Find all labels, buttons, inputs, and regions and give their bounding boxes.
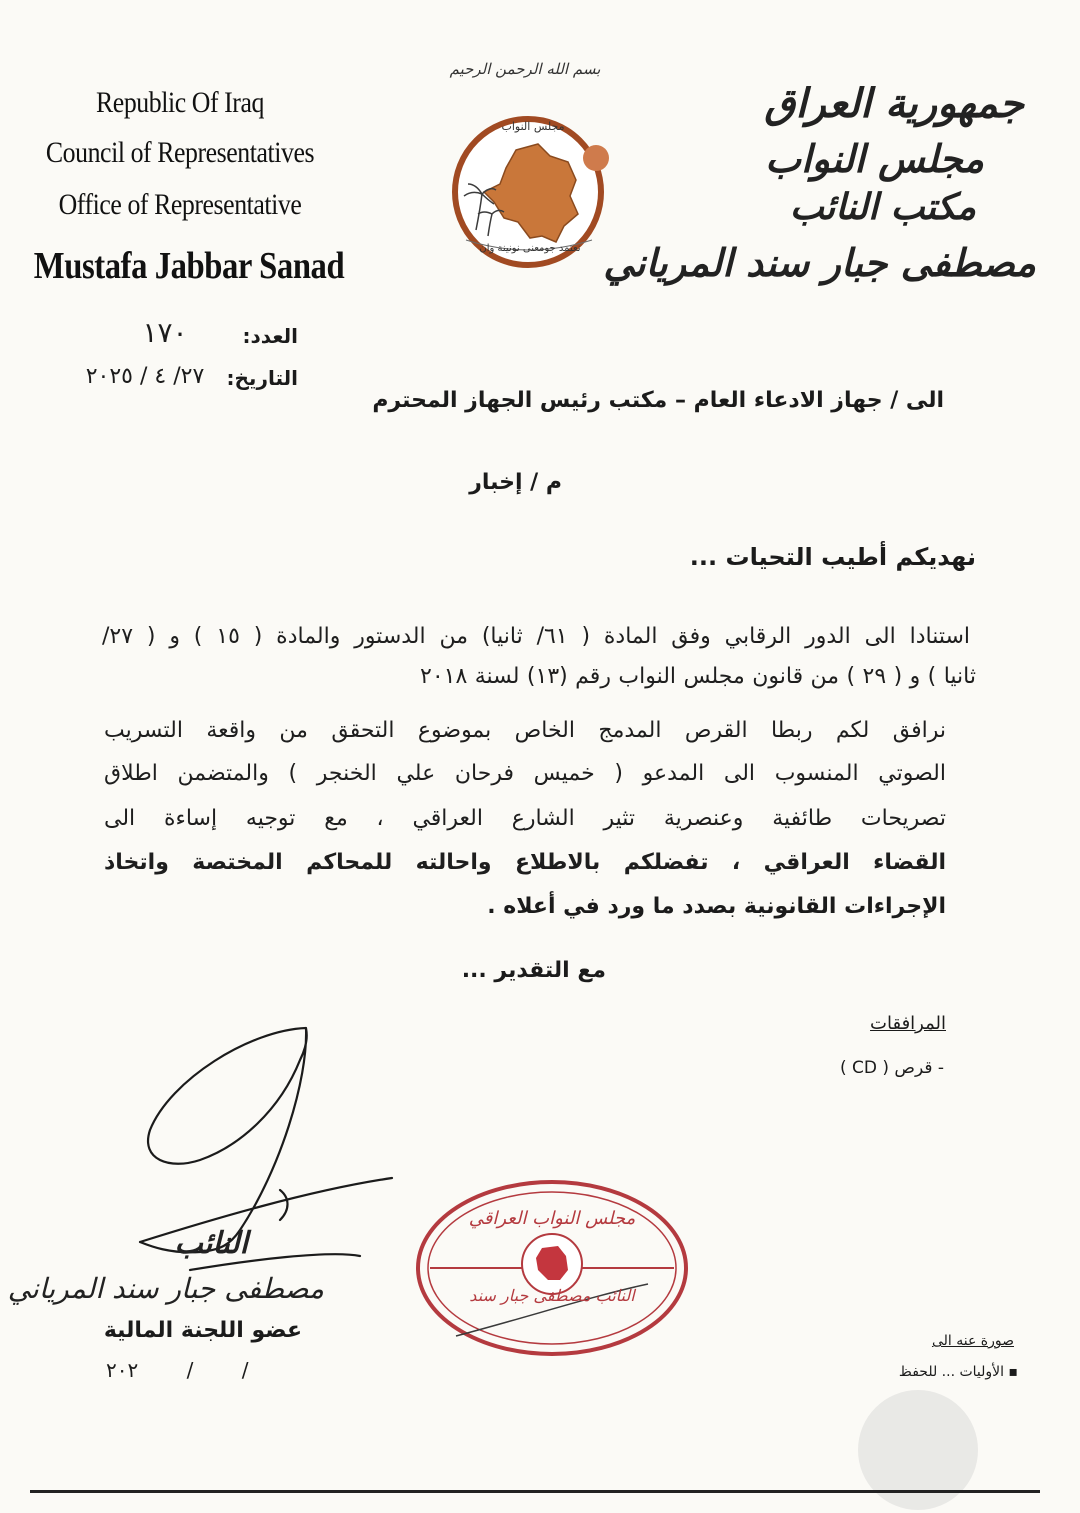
- signature-title: النائب: [174, 1226, 248, 1261]
- number-value: ١٧٠: [142, 316, 188, 349]
- signature-date: / / ٢٠٢: [106, 1358, 249, 1382]
- letter-greeting: نهديكم أطيب التحيات ...: [689, 543, 976, 571]
- paragraph2-line: الصوتي المنسوب الى المدعو ( خميس فرحان علي الخنجر ) والمتضمن اطلاق: [104, 761, 946, 786]
- bismillah: بسم الله الرحمن الرحيم: [449, 60, 601, 78]
- number-label: العدد:: [242, 324, 298, 348]
- signature-role: عضو اللجنة المالية: [103, 1318, 302, 1343]
- letter-subject: م / إخبار: [469, 470, 562, 495]
- bullet-icon: ▪: [1004, 1364, 1018, 1380]
- header-english-line1: Republic Of Iraq: [96, 86, 264, 119]
- header-english-line4: Mustafa Jabbar Sanad: [33, 245, 345, 287]
- cc-item: [899, 1364, 1018, 1380]
- date-label: التاريخ:: [226, 366, 298, 390]
- header-english-line2: Council of Representatives: [45, 136, 315, 169]
- paragraph2-line: نرافق لكم ربطا القرص المدمج الخاص بموضوع التحقق من واقعة التسريب: [104, 718, 946, 743]
- paragraph1-line: ثانيا ) و ( ٢٩ ) من قانون مجلس النواب رقم (١٣) لسنة ٢٠١٨: [420, 664, 976, 689]
- attachment-item: - قرص ( CD ): [839, 1058, 944, 1078]
- letter-closing: مع التقدير ...: [461, 958, 606, 983]
- bottom-rule: [30, 1490, 1040, 1493]
- header-arabic-line3: مكتب النائب: [789, 186, 976, 228]
- logo-bottom-text: نعتمد جومعنى نونينة وان: [479, 243, 581, 254]
- signature-name: مصطفى جبار سند المرياني: [7, 1272, 324, 1305]
- letter-recipient: الى / جهاز الادعاء العام – مكتب رئيس الجهاز المحترم: [372, 388, 944, 413]
- date-value: ٢٧/ ٤ / ٢٠٢٥: [85, 364, 205, 389]
- paragraph2-line: القضاء العراقي ، تفضلكم بالاطلاع واحالته للمحاكم المختصة واتخاذ: [104, 850, 946, 875]
- header-arabic-line4: مصطفى جبار سند المرياني: [603, 240, 1036, 285]
- paragraph2-line: تصريحات طائفية وعنصرية تثير الشارع العراقي ، مع توجيه إساءة الى: [104, 806, 946, 831]
- header-arabic-line2: مجلس النواب: [765, 136, 984, 181]
- paragraph1-line: استنادا الى الدور الرقابي وفق المادة ( ٦١/ ثانيا) من الدستور والمادة ( ١٥ ) و ( ٢٧/: [102, 624, 971, 649]
- paragraph2-line: الإجراءات القانونية بصدد ما ورد في أعلاه .: [487, 894, 946, 919]
- header-arabic-line1: جمهورية العراق: [764, 80, 1024, 127]
- stamp-bottom-text: النائب مصطفى جبار سند: [469, 1286, 635, 1305]
- stamp-top-text: مجلس النواب العراقي: [468, 1208, 636, 1229]
- official-stamp: [412, 1176, 692, 1361]
- header-english-line3: Office of Representative: [58, 188, 302, 221]
- cc-item-text: الأوليات ... للحفظ: [898, 1364, 1005, 1380]
- logo-dot: [583, 145, 609, 171]
- logo-top-text: مجلس النواب: [501, 120, 565, 133]
- attachments-label: المرافقات: [870, 1013, 946, 1034]
- cc-label: صورة عنه الى: [931, 1333, 1014, 1349]
